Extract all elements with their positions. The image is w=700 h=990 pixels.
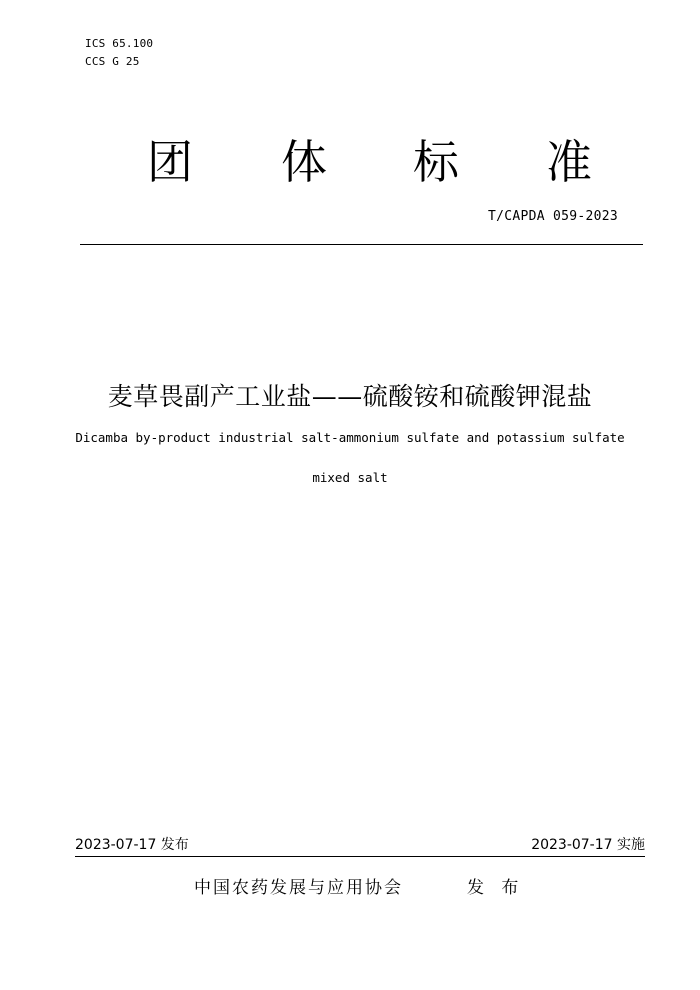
ccs-code: CCS G 25 [85,55,140,68]
standard-type-char-2: 体 [281,135,327,189]
publisher-name: 中国农药发展与应用协会 [194,878,403,898]
standard-number: T/CAPDA 059-2023 [487,209,618,224]
publish-label: 发 布 [467,878,525,898]
issue-date: 2023-07-17 发布 [75,837,189,853]
standard-type-char-1: 团 [147,135,193,189]
standard-type-char-3: 标 [413,135,459,189]
header-divider [80,244,643,245]
title-english-line-1: Dicamba by-product industrial salt-ammonium sulfate and potassium sulfate [75,430,625,445]
implementation-date: 2023-07-17 实施 [531,837,645,853]
title-chinese: 麦草畏副产工业盐——硫酸铵和硫酸钾混盐 [107,382,593,411]
title-english-line-2: mixed salt [312,470,388,485]
standard-type-char-4: 准 [546,135,592,189]
ics-code: ICS 65.100 [85,37,154,50]
footer-divider [75,856,645,857]
